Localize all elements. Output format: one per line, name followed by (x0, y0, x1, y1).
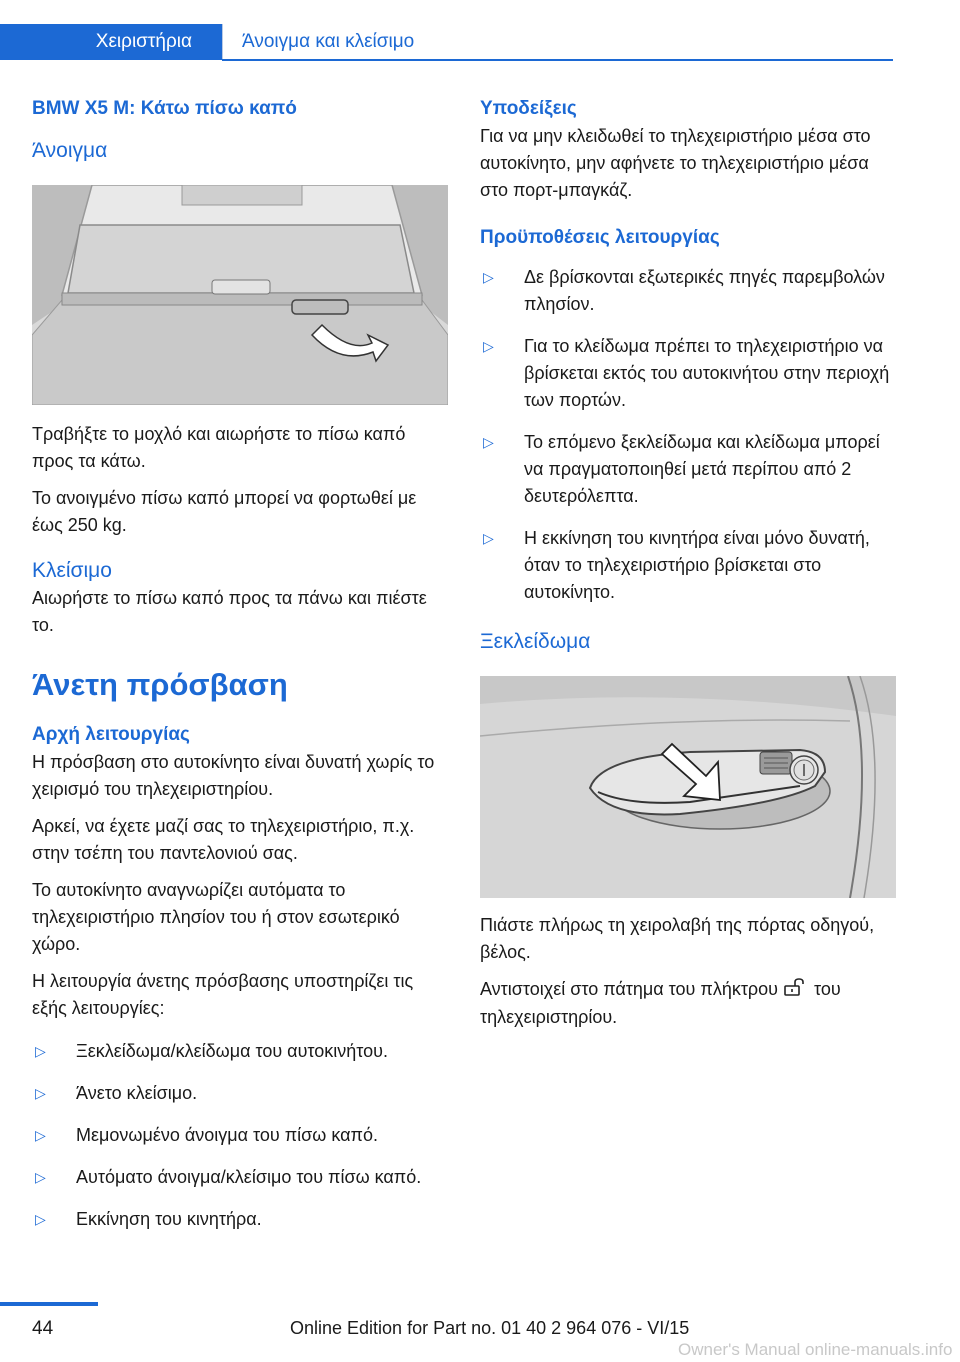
header-rule (222, 59, 893, 61)
notes-text: Για να μην κλειδωθεί το τηλεχειριστήριο μέσα στο αυτοκίνητο, μην αφήνετε το τηλεχειριστήριο μέσα στο πορτ-μπαγκάζ. (480, 126, 871, 200)
list-item: ▷ Για το κλείδωμα πρέπει το τηλεχειριστήριο να βρίσκεται εκτός του αυτοκινήτου στην περιοχή των πορτών. (480, 333, 896, 414)
bullet-triangle-icon: ▷ (35, 1127, 46, 1143)
comfort-access-title: Άνετη πρόσβαση (32, 667, 288, 702)
trunk-floor-figure (32, 185, 448, 405)
breadcrumb: Άνοιγμα και κλείσιμο (242, 31, 415, 52)
page-header (0, 0, 893, 60)
list-item: ▷ Εκκίνηση του κινητήρα. (32, 1206, 448, 1233)
requirements-title: Προϋποθέσεις λειτουργίας (480, 227, 720, 248)
closing-instruction: Αιωρήστε το πίσω καπό προς τα πάνω και πιέστε το. (32, 588, 427, 635)
closing-title: Κλείσιμο (32, 559, 112, 582)
list-item: ▷ Αυτόματο άνοιγμα/κλείσιμο του πίσω καπό. (32, 1164, 448, 1191)
bullet-triangle-icon: ▷ (483, 530, 494, 546)
principle-text-3: Το αυτοκίνητο αναγνωρίζει αυτόματα το τηλεχειριστήριο πλησίον του ή στον εσωτερικό χώρο. (32, 880, 400, 954)
watermark-text: Owner's Manual online-manuals.info (678, 1340, 953, 1359)
door-handle-illustration (480, 676, 896, 898)
principle-title: Αρχή λειτουργίας (32, 724, 190, 745)
bullet-triangle-icon: ▷ (35, 1085, 46, 1101)
bullet-triangle-icon: ▷ (35, 1211, 46, 1227)
load-capacity-text: Το ανοιγμένο πίσω καπό μπορεί να φορτωθεί με έως 250 kg. (32, 488, 417, 535)
left-column (32, 95, 448, 1248)
bullet-triangle-icon: ▷ (483, 338, 494, 354)
unlock-remote-text: Αντιστοιχεί στο πάτημα του πλήκτρου του τηλεχειριστηρίου. (480, 976, 896, 1031)
unlock-title: Ξεκλείδωμα (480, 630, 591, 653)
principle-text-2: Αρκεί, να έχετε μαζί σας το τηλεχειριστήριο, π.χ. στην τσέπη του παντελονιού σας. (32, 816, 415, 863)
bullet-triangle-icon: ▷ (35, 1043, 46, 1059)
bullet-triangle-icon: ▷ (35, 1169, 46, 1185)
principle-text-4: Η λειτουργία άνετης πρόσβασης υποστηρίζει τις εξής λειτουργίες: (32, 971, 414, 1018)
page-number: 44 (32, 1318, 54, 1339)
bullet-triangle-icon: ▷ (483, 269, 494, 285)
list-item: ▷ Το επόμενο ξεκλείδωμα και κλείδωμα μπορεί να πραγματοποιηθεί μετά περίπου από 2 δευτερόλεπτα. (480, 429, 896, 510)
unlock-key-icon (784, 977, 808, 1004)
requirements-list (480, 264, 896, 606)
unlock-instruction: Πιάστε πλήρως τη χειρολαβή της πόρτας οδηγού, βέλος. (480, 915, 875, 962)
list-item: ▷ Ξεκλείδωμα/κλείδωμα του αυτοκινήτου. (32, 1038, 448, 1065)
opening-instruction: Τραβήξτε το μοχλό και αιωρήστε το πίσω καπό προς τα κάτω. (32, 424, 406, 471)
functions-list (32, 1038, 448, 1233)
footer-accent-bar (0, 1302, 98, 1306)
notes-title: Υποδείξεις (480, 98, 577, 119)
bullet-triangle-icon: ▷ (483, 434, 494, 450)
right-column (480, 95, 896, 1041)
principle-text-1: Η πρόσβαση στο αυτοκίνητο είναι δυνατή χωρίς το χειρισμό του τηλεχειριστηρίου. (32, 752, 435, 799)
door-handle-figure (480, 676, 896, 898)
list-item: ▷ Μεμονωμένο άνοιγμα του πίσω καπό. (32, 1122, 448, 1149)
trunk-floor-illustration (32, 185, 448, 405)
section-title: BMW X5 M: Κάτω πίσω καπό (32, 98, 297, 119)
list-item: ▷ Δε βρίσκονται εξωτερικές πηγές παρεμβολών πλησίον. (480, 264, 896, 318)
list-item: ▷ Η εκκίνηση του κινητήρα είναι μόνο δυνατή, όταν το τηλεχειριστήριο βρίσκεται στο αυτοκίνητο. (480, 525, 896, 606)
edition-text: Online Edition for Part no. 01 40 2 964 076 - VI/15 (290, 1318, 690, 1338)
list-item: ▷ Άνετο κλείσιμο. (32, 1080, 448, 1107)
section-tab: Χειριστήρια (0, 24, 222, 60)
opening-title: Άνοιγμα (32, 139, 108, 162)
